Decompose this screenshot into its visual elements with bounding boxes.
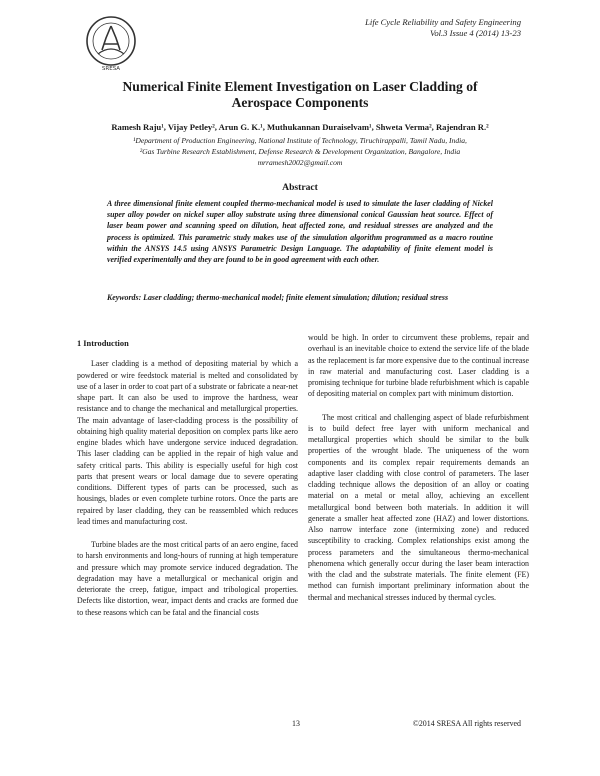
body-paragraph: The most critical and challenging aspect of blade refurbishment is to build defect free layer with uniform mechanical and metallurgical properties which should be similar to the bulk properties of the wrought blade. The uniqueness of the worn components and its complex repair requirements demands an adaptive laser cladding with close control of parameters. The laser cladding technique allows the deposition of an alloy or coating material on a metal or metal alloy, achieving an excellent metallurgical bond between both materials. In addition it will generate a smaller heat affected zone (HAZ) and lower distortions. Also narrow interface zone (intermixing zone) and reduced susceptibility to cracking. Complex relationships exist among the process parameters and the simultaneous thermo-mechanical phenomena which generally occur during the laser beam interaction with the clad and the substrate materials. The finite element (FE) method can furnish important preliminary information about the thermal and mechanical stresses induced by thermal cycles. bbox=[308, 412, 529, 602]
affiliation-2: ²Gas Turbine Research Establishment, Defense Research & Development Organization, Bangalore, India bbox=[139, 147, 461, 156]
body-paragraph: would be high. In order to circumvent these problems, repair and overhaul is an inevitable choice to extend the service life of the blade as the replacement is far more expensive due to the continual increase in raw material and manufacturing cost. Laser cladding is a promising technique for turbine blade refurbishment which is capable of depositing material on complex part with minimum distortion. bbox=[308, 333, 529, 399]
page-number: 13 bbox=[292, 719, 300, 728]
abstract-text: A three dimensional finite element coupled thermo-mechanical model is used to simulate the laser cladding of Nickel super alloy powder on nickel super alloy substrate using three dimensional conical Gaussian heat source. Effect of laser beam power and scanning speed on dilution, heat affected zone, and residual stresses are analyzed and the process is optimized. This parametric study makes use of the simulation algorithm programmed as a macro routine within the ANSYS 14.5 using ANSYS Parametric Design Language. The adaptability of finite element model is verified experimentally and they are found to be in good agreement with each other. bbox=[107, 199, 493, 265]
paper-title bbox=[60, 79, 540, 111]
logo-text: SRESA bbox=[101, 66, 121, 72]
paper-title-line-1: Numerical Finite Element Investigation on Laser Cladding of bbox=[122, 79, 478, 94]
sresa-logo-icon bbox=[84, 14, 138, 72]
section-heading-introduction: 1 Introduction bbox=[77, 339, 129, 348]
journal-header bbox=[365, 17, 521, 39]
body-column-right bbox=[308, 332, 529, 615]
abstract-heading: Abstract bbox=[282, 182, 318, 193]
body-paragraph: Turbine blades are the most critical parts of an aero engine, faced to harsh environments and long-hours of running at high temperature and pressure which may promote service induced degradation. The degradation may have a metallurgical or mechanical origin and deteriorate the creep, fatigue, impact and tribological properties. Defects like distortion, wear, impact dents and cracks are formed due to these reasons which can be fatal and the financial costs bbox=[77, 540, 298, 617]
author-email: mrramesh2002@gmail.com bbox=[257, 158, 343, 167]
keywords: Keywords: Laser cladding; thermo-mechanical model; finite element simulation; dilution; residual stress bbox=[107, 293, 449, 302]
journal-name: Life Cycle Reliability and Safety Engineering bbox=[365, 17, 521, 27]
body-paragraph: Laser cladding is a method of depositing material by which a powdered or wire feedstock material is melted and consolidated by use of a laser in order to coat part of a substrate or fabricate a near-net shape part. It can also be used to improve the hardness, wear resistance and to change the mechanical and metallurgical properties. The main advantage of laser-cladding process is the possibility of obtaining high quality material deposition on complex parts like aero engine blades which have undergone service induced degradation. This laser cladding can be applied in the repair of high value and safety critical parts. This ability is especially useful for high cost parts that present wears or local damage due to severe operating conditions. Different types of parts can be processed, such as housings, blades or even complete turbine rotors. Once the parts are repaired by laser cladding, they can be reassembled which reduces lead times and manufacturing cost. bbox=[77, 359, 298, 526]
body-column-left bbox=[77, 338, 298, 630]
paper-title-line-2: Aerospace Components bbox=[231, 95, 369, 110]
author-list: Ramesh Raju¹, Vijay Petley², Arun G. K.¹, Muthukannan Duraiselvam¹, Shweta Verma², Rajendran R.² bbox=[111, 122, 489, 132]
affiliation-1: ¹Department of Production Engineering, National Institute of Technology, Tiruchirappalli, Tamil Nadu, India, bbox=[133, 136, 467, 145]
copyright-notice: ©2014 SRESA All rights reserved bbox=[412, 719, 521, 728]
journal-volume-issue: Vol.3 Issue 4 (2014) 13-23 bbox=[430, 28, 521, 38]
